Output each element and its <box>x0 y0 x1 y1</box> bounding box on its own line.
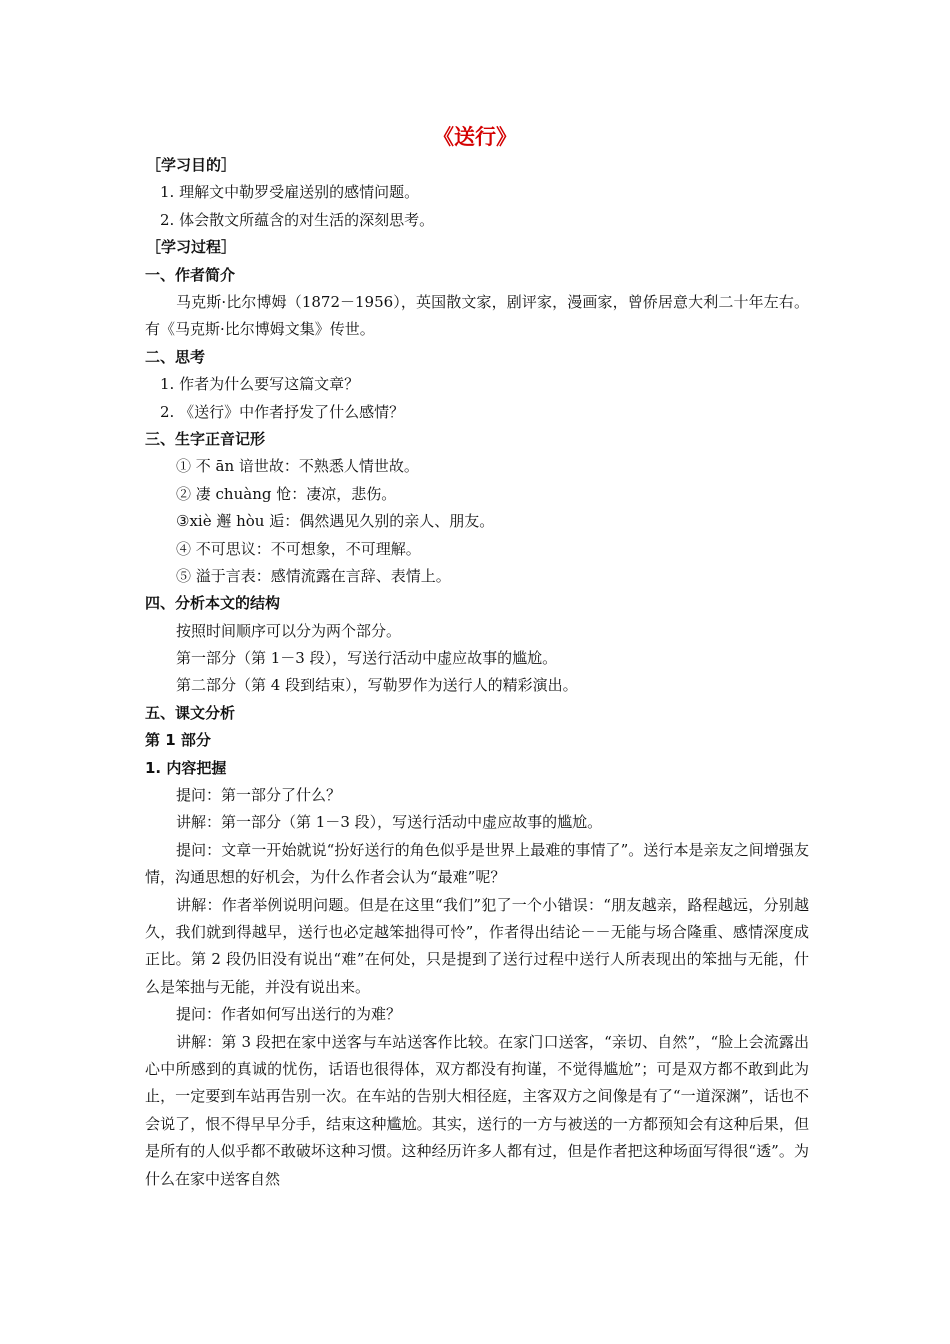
document-body <box>145 152 809 1193</box>
think-item: 1. 作者为什么要写这篇文章？ <box>160 375 360 394</box>
structure-item: 第一部分（第 1－3 段），写送行活动中虚应故事的尴尬。 <box>176 649 558 668</box>
answer-paragraph: 讲解：第 3 段把在家中送客与车站送客作比较。在家门口送客，“亲切、自然”，“脸上会流露出心中所感到的真诚的忧伤，话语也很得体，双方都没有拘谨，不觉得尴尬”；可是双方都不敢到此为止，一定要到车站再告别一次。在车站的告别大相径庭，主客双方之间像是有了“一道深渊”，话也不会说了，恨不得早早分手，结束这种尴尬。其实，送行的一方与被送的一方都预知会有这种后果，但是所有的人似乎都不敢破坏这种习惯。这种经历许多人都有过，但是作者把这种场面写得很“透”。为什么在家中送客自然 <box>145 1032 809 1188</box>
vocabulary-item: ⑤ 溢于言表：感情流露在言辞、表情上。 <box>176 566 451 585</box>
question-paragraph: 提问：作者如何写出送行的为难？ <box>176 1005 402 1024</box>
section-heading-author: 一、作者简介 <box>145 265 236 284</box>
goal-item: 1. 理解文中勒罗受雇送别的感情问题。 <box>160 183 420 202</box>
vocabulary-item: ③xiè 邂 hòu 逅：偶然遇见久别的亲人、朋友。 <box>176 512 495 531</box>
answer-paragraph: 讲解：第一部分（第 1－3 段），写送行活动中虚应故事的尴尬。 <box>176 813 603 832</box>
sub-heading: 1. 内容把握 <box>145 758 227 777</box>
part-heading: 第 1 部分 <box>145 731 211 750</box>
section-heading-vocabulary: 三、生字正音记形 <box>145 429 266 448</box>
question-paragraph: 提问：文章一开始就说“扮好送行的角色似乎是世界上最难的事情了”。送行本是亲友之间增强友情，沟通思想的好机会，为什么作者会认为“最难”呢？ <box>145 840 809 887</box>
vocabulary-item: ② 凄 chuàng 怆：凄凉，悲伤。 <box>176 484 397 503</box>
goals-heading: ［学习目的］ <box>146 156 237 174</box>
process-heading: ［学习过程］ <box>146 238 237 257</box>
section-heading-analysis: 五、课文分析 <box>145 703 236 722</box>
document-title: 《送行》 <box>433 125 517 149</box>
vocabulary-item: ④ 不可思议：不可想象，不可理解。 <box>176 539 421 558</box>
structure-item: 第二部分（第 4 段到结束），写勒罗作为送行人的精彩演出。 <box>176 676 578 695</box>
think-item: 2. 《送行》中作者抒发了什么感情？ <box>160 402 405 421</box>
section-heading-structure: 四、分析本文的结构 <box>145 594 281 613</box>
goal-item: 2. 体会散文所蕴含的对生活的深刻思考。 <box>160 210 435 229</box>
answer-paragraph: 讲解：作者举例说明问题。但是在这里“我们”犯了一个小错误：“朋友越亲，路程越远，分别越久，我们就到得越早，送行也必定越笨拙得可怜”，作者得出结论－－无能与场合隆重、感情深度成正比。第 2 段仍旧没有说出“难”在何处，只是提到了送行过程中送行人所表现出的笨拙与无能，什么是笨拙与无能，并没有说出来。 <box>145 895 809 996</box>
section-heading-think: 二、思考 <box>145 347 206 366</box>
author-intro-paragraph: 马克斯·比尔博姆（1872－1956），英国散文家，剧评家，漫画家，曾侨居意大利二十年左右。有《马克斯·比尔博姆文集》传世。 <box>145 292 809 339</box>
question-paragraph: 提问：第一部分了什么？ <box>176 786 342 805</box>
structure-item: 按照时间顺序可以分为两个部分。 <box>176 621 402 640</box>
vocabulary-item: ① 不 ān 谙世故：不熟悉人情世故。 <box>176 457 419 476</box>
